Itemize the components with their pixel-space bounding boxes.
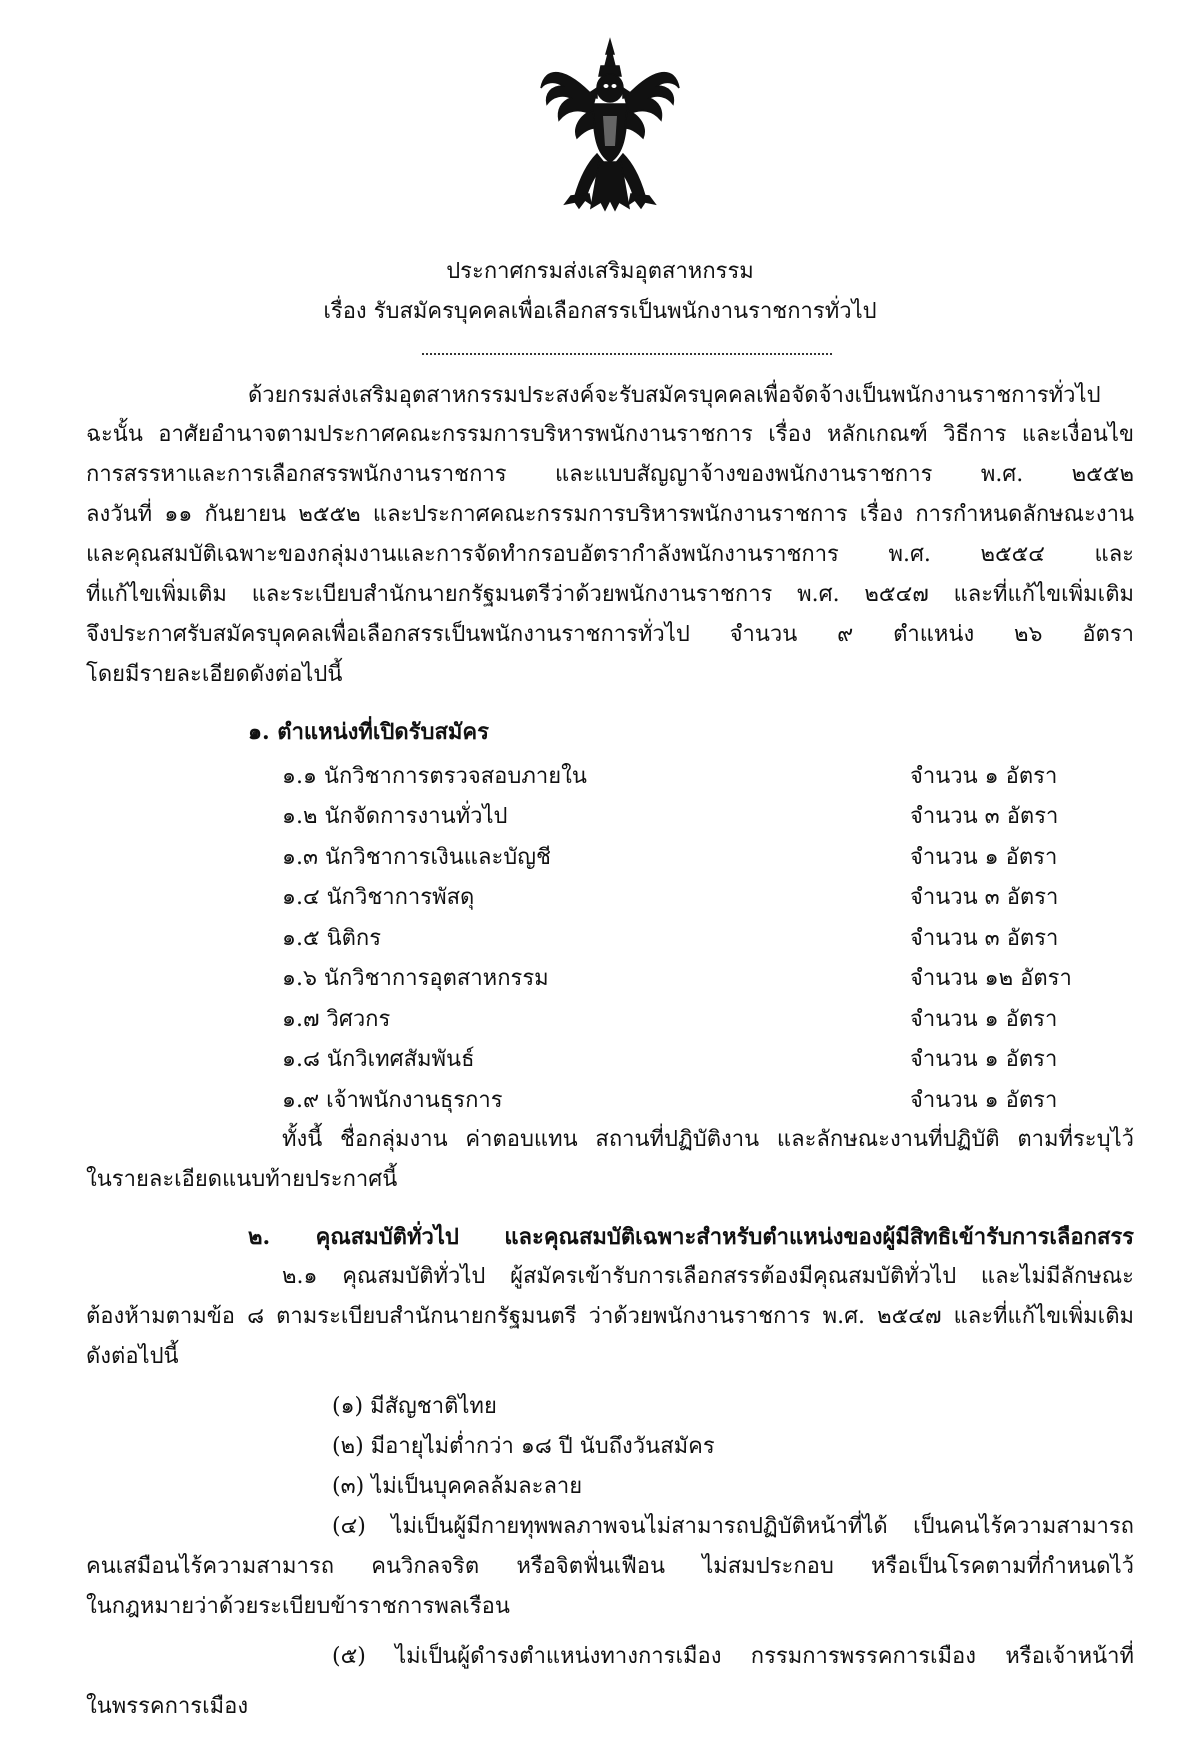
position-name: ๑.๙ เจ้าพนักงานธุรการ [282,1088,503,1113]
qualification-item: (๕) ไม่เป็นผู้ดำรงตำแหน่งทางการเมือง กรรมการพรรคการเมือง หรือเจ้าหน้าที่ [332,1644,1134,1669]
position-count: จำนวน ๓ อัตรา [910,804,1059,829]
intro-line: จึงประกาศรับสมัครบุคคลเพื่อเลือกสรรเป็นพนักงานราชการทั่วไป จำนวน ๙ ตำแหน่ง ๒๖ อัตรา [86,622,1134,647]
section2-title: ๒. คุณสมบัติทั่วไป และคุณสมบัติเฉพาะสำหรับตำแหน่งของผู้มีสิทธิเข้ารับการเลือกสรร [248,1224,1134,1250]
position-count: จำนวน ๑ อัตรา [910,845,1058,870]
qualification-item: ในพรรคการเมือง [86,1694,249,1719]
positions-note: ทั้งนี้ ชื่อกลุ่มงาน ค่าตอบแทน สถานที่ปฏิบัติงาน และลักษณะงานที่ปฏิบัติ ตามที่ระบุไว้ [282,1127,1134,1152]
position-count: จำนวน ๓ อัตรา [910,926,1059,951]
intro-line: และคุณสมบัติเฉพาะของกลุ่มงานและการจัดทำกรอบอัตรากำลังพนักงานราชการ พ.ศ. ๒๕๕๔ และ [86,542,1134,567]
qualification-item: (๒) มีอายุไม่ต่ำกว่า ๑๘ ปี นับถึงวันสมัคร [332,1434,715,1459]
intro-line: การสรรหาและการเลือกสรรพนักงานราชการ และแบบสัญญาจ้างของพนักงานราชการ พ.ศ. ๒๕๕๒ [86,462,1134,487]
intro-line: ที่แก้ไขเพิ่มเติม และระเบียบสำนักนายกรัฐมนตรีว่าด้วยพนักงานราชการ พ.ศ. ๒๕๔๗ และที่แก้ไขเพิ่มเติม [86,582,1134,607]
qualification-item: (๑) มีสัญชาติไทย [332,1394,497,1419]
position-name: ๑.๑ นักวิชาการตรวจสอบภายใน [282,764,587,789]
position-name: ๑.๘ นักวิเทศสัมพันธ์ [282,1047,475,1072]
position-name: ๑.๒ นักจัดการงานทั่วไป [282,804,508,829]
section2-paragraph: ๒.๑ คุณสมบัติทั่วไป ผู้สมัครเข้ารับการเลือกสรรต้องมีคุณสมบัติทั่วไป และไม่มีลักษณะ [282,1264,1134,1289]
section1-title: ๑. ตำแหน่งที่เปิดรับสมัคร [248,719,489,745]
position-name: ๑.๖ นักวิชาการอุตสาหกรรม [282,966,549,991]
intro-line: ด้วยกรมส่งเสริมอุตสาหกรรมประสงค์จะรับสมัครบุคคลเพื่อจัดจ้างเป็นพนักงานราชการทั่วไป [248,383,1101,408]
section2-paragraph: ต้องห้ามตามข้อ ๘ ตามระเบียบสำนักนายกรัฐมนตรี ว่าด้วยพนักงานราชการ พ.ศ. ๒๕๔๗ และที่แก้ไขเพิ่มเติม [86,1304,1134,1329]
position-name: ๑.๓ นักวิชาการเงินและบัญชี [282,845,551,870]
qualification-item: (๓) ไม่เป็นบุคคลล้มละลาย [332,1474,583,1499]
position-count: จำนวน ๓ อัตรา [910,885,1059,910]
intro-line: ลงวันที่ ๑๑ กันยายน ๒๕๕๒ และประกาศคณะกรรมการบริหารพนักงานราชการ เรื่อง การกำหนดลักษณะงาน [86,502,1134,527]
position-count: จำนวน ๑ อัตรา [910,1047,1058,1072]
announcement-subject: เรื่อง รับสมัครบุคคลเพื่อเลือกสรรเป็นพนักงานราชการทั่วไป [323,299,877,324]
position-name: ๑.๔ นักวิชาการพัสดุ [282,885,475,910]
position-name: ๑.๗ วิศวกร [282,1007,391,1032]
intro-line: ฉะนั้น อาศัยอำนาจตามประกาศคณะกรรมการบริหารพนักงานราชการ เรื่อง หลักเกณฑ์ วิธีการ และเงื่อนไข [86,422,1134,447]
qualification-item: คนเสมือนไร้ความสามารถ คนวิกลจริต หรือจิตฟั่นเฟือน ไม่สมประกอบ หรือเป็นโรคตามที่กำหนดไว้ [86,1554,1134,1579]
garuda-emblem-icon [535,36,685,214]
intro-line: โดยมีรายละเอียดดังต่อไปนี้ [86,662,343,687]
title-divider [422,353,832,355]
positions-note: ในรายละเอียดแนบท้ายประกาศนี้ [86,1167,398,1192]
section2-paragraph: ดังต่อไปนี้ [86,1344,179,1369]
announcement-title: ประกาศกรมส่งเสริมอุตสาหกรรม [446,259,754,284]
position-count: จำนวน ๑ อัตรา [910,1007,1058,1032]
position-count: จำนวน ๑ อัตรา [910,1088,1058,1113]
position-name: ๑.๕ นิติกร [282,926,382,951]
qualification-item: ในกฎหมายว่าด้วยระเบียบข้าราชการพลเรือน [86,1594,510,1619]
position-count: จำนวน ๑ อัตรา [910,764,1058,789]
qualification-item: (๔) ไม่เป็นผู้มีกายทุพพลภาพจนไม่สามารถปฏิบัติหน้าที่ได้ เป็นคนไร้ความสามารถ [332,1514,1134,1539]
position-count: จำนวน ๑๒ อัตรา [910,966,1072,991]
